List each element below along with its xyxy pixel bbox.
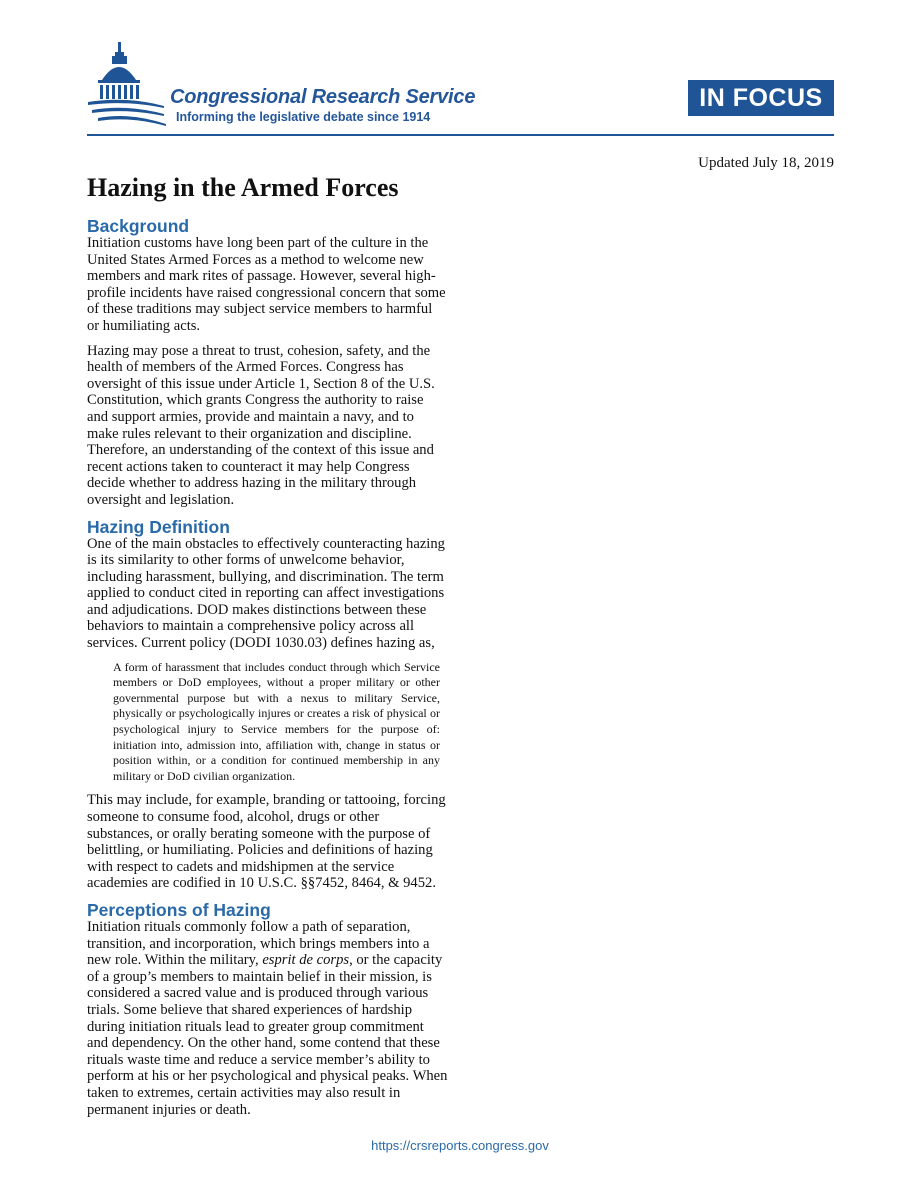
left-column <box>87 218 448 1126</box>
heading-perceptions: Perceptions of Hazing <box>87 899 271 920</box>
header-divider <box>87 134 834 136</box>
heading-background: Background <box>87 216 190 236</box>
dodi-quote: A form of harassment that includes conduct through which Service members or DoD employees, without a proper military or other governmental purpose but with a nexus to military Service, physically or psychologically injures or creates a risk of physical or psychological injury to Service members for the purpose of: initiation into, admission into, affiliation with, change in status or position within, or a condition for continued membership in any military or DoD civilian organization. <box>113 659 440 783</box>
updated-date: Updated July 18, 2019 <box>698 155 834 171</box>
right-column <box>471 218 832 1138</box>
org-tagline: Informing the legislative debate since 1914 <box>176 110 431 124</box>
paragraph: Hazing may pose a threat to trust, cohesion, safety, and the health of members of the Armed Forces. Congress has oversight of this issue under Article 1, Section 8 of the U.S. Constitution, which grants Congress the authority to raise and support armies, provide and maintain a navy, and to make rules relevant to their organization and discipline. Therefore, an understanding of the context of this issue and recent actions taken to counteract it may help Congress decide whether to address hazing in the military through oversight and legislation. <box>87 342 435 508</box>
paragraph: Initiation customs have long been part of the culture in the United States Armed Forces as a method to welcome new members and mark rites of passage. However, several high-profile incidents have raised congressional concern that some of these traditions may subject service members to harmful or humiliating acts. <box>87 235 446 334</box>
paragraph: One of the main obstacles to effectively counteracting hazing is its similarity to other forms of unwelcome behavior, including harassment, bullying, and discrimination. The term applied to conduct cited in reporting can affect investigations and adjudications. DOD makes distinctions between these behaviors to maintain a comprehensive policy across all services. Current policy (DODI 1030.03) defines hazing as, <box>87 535 445 652</box>
footer-link[interactable]: https://crsreports.congress.gov <box>371 1138 549 1153</box>
paragraph: This may include, for example, branding or tattooing, forcing someone to consume food, alcohol, drugs or other substances, or orally berating someone with the purpose of belittling, or humiliating. Policies and definitions of hazing with respect to cadets and midshipmen at the service academies are codified in 10 U.S.C. §§7452, 8464, & 9452. <box>87 792 446 892</box>
paragraph: Initiation rituals commonly follow a path of separation, transition, and incorporation, which brings members into a new role. Within the military, esprit de corps, or the capacity of a group’s members to maintain belief in their mission, is considered a sacred value and is produced through various trials. Some believe that shared experiences of hardship during initiation rituals lead to greater group commitment and dependency. On the other hand, some contend that these rituals waste time and reduce a service member’s ability to perform at his or her psychological and physical peaks. When taken to extremes, certain activities may also result in permanent injuries or death. <box>87 918 448 1118</box>
org-name: Congressional Research Service <box>170 86 476 108</box>
heading-hazing-definition: Hazing Definition <box>87 516 230 537</box>
capitol-dome-logo <box>86 40 168 128</box>
in-focus-badge: IN FOCUS <box>688 80 834 116</box>
page-title: Hazing in the Armed Forces <box>87 173 399 202</box>
